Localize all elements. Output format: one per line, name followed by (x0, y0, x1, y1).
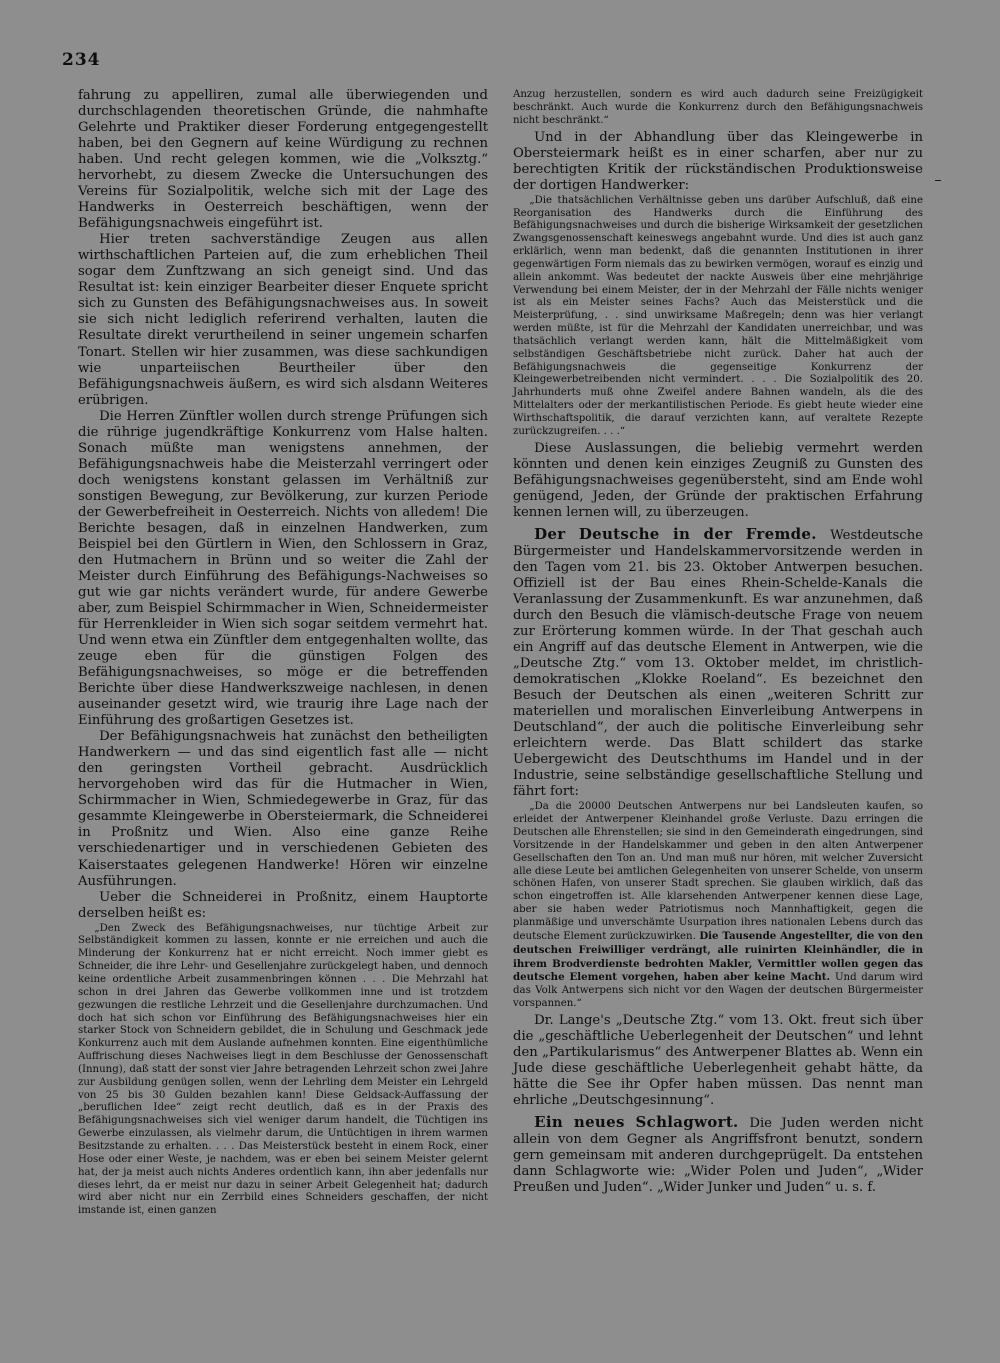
paragraph: Ueber die Schneiderei in Proßnitz, einem Hauptorte derselben heißt es: (78, 889, 488, 921)
quote-bold-text: Die Tausende Angestellter, die von den deutschen Freiwilliger verdrängt, alle ruinirten Kleinhändler, die in ihrem Brodverdienste bedrohten Makler, Vermittler wollen gegen das deutsche Element vorgehen, haben aber keine Macht. (513, 929, 923, 984)
block-quote: „Den Zweck des Befähigungsnachweises, nur tüchtige Arbeit zur Selbständigkeit kommen zu lassen, konnte er nie erreichen und auch die Minderung der Konkurrenz hat er nicht erreicht. Noch immer giebt es Schneider, die ihre Lehr- und Gesellenjahre zurückgelegt haben, und dennoch keine ordentliche Arbeit zusammenbringen können . . . Die Mehrzahl hat schon in drei Jahren das Gewerbe vollkommen inne und ist trotzdem gezwungen die restliche Lehrzeit und die Gesellenjahre durchzumachen. Und doch hat sich schon vor Einführung des Befähigungsnachweises hier ein starker Stock von Schneidern gebildet, die in Schulung und Geschmack jede Konkurrenz auch mit dem Auslande aufnehmen konnten. Eine eigenthümliche Auffrischung dieses Nachweises liegt in dem Beschlusse der Genossenschaft (Innung), daß statt der sonst vier Jahre betragenden Lehrzeit schon zwei Jahre zur Ausbildung genügen sollen, wenn der Lehrling dem Meister ein Lehrgeld von 25 bis 30 Gulden bezahlen kann! Diese Geldsack-Auffassung der „beruflichen Idee“ zeigt recht deutlich, daß es in der Praxis des Befähigungsnachweises sich viel weniger darum handelt, die Tüchtigen ins Gewerbe einzulassen, als vielmehr darum, die Untüchtigen in ihrem warmen Besitzstande zu erhalten. . . . Das Meisterstück besteht in einem Rock, einer Hose oder einer Weste, je nachdem, was er eben bei seinem Meister gelernt hat, der ja meist auch nichts Anderes ordentlich kann, ihn aber jedenfalls nur dieses lehrt, da er meist nur dazu in seiner Arbeit Gelegenheit hat; dadurch wird aber nicht nur ein Zerrbild eines Schneiders geschaffen, der nicht imstande ist, einen ganzen (78, 922, 488, 1217)
article-section (513, 525, 923, 801)
paragraph: Die Juden werden nicht allein von dem Gegner als Angriffsfront benutzt, sondern gern gemeinsam mit anderen durchgeprügelt. Da entstehen dann Schlagworte wie: „Wider Polen und Juden“, „Wider Preußen und Juden“. „Wider Junker und Juden“ u. s. f. (513, 1116, 923, 1196)
block-quote: „Die thatsächlichen Verhältnisse geben uns darüber Aufschluß, daß eine Reorganisation des Handwerks durch die Einführung des Befähigungsnachweises und durch die bisherige Wirksamkeit der gesetzlichen Zwangsgenossenschaft keineswegs angebahnt wurde. Und dies ist auch ganz erklärlich, wenn man bedenkt, daß die genannten Institutionen in ihrer gegenwärtigen Form niemals das zu bewirken vermögen, worauf es einzig und allein ankommt. Was bedeutet der nackte Ausweis über eine mehrjährige Verwendung bei einem Meister, der in der Mehrzahl der Fälle nichts weniger ist als ein Meister seines Fachs? Auch das Meisterstück und die Meisterprüfung, . . sind unwirksame Maßregeln; denn was hier verlangt werden müßte, ist für die Mehrzahl der Kandidaten unerreichbar, und was thatsächlich verlangt werden kann, hält die Mittelmäßigkeit vom selbständigen Geschäftsbetriebe nicht zurück. Daher hat auch der Befähigungsnachweis die gegenseitige Konkurrenz der Kleingewerbetreibenden nicht vermindert. . . . Die Sozialpolitik des 20. Jahrhunderts muß ohne Zweifel andere Bahnen wandeln, als die des Mittelalters oder der merkantilistischen Periode. Es giebt heute wieder eine Wirthschaftspolitik, die darauf verzichten kann, auf veraltete Rezepte zurückzugreifen. . . .“ (513, 194, 923, 437)
paragraph: Die Herren Zünftler wollen durch strenge Prüfungen sich die rührige jugendkräftige Konkurrenz vom Halse halten. Sonach müßte man wenigstens annehmen, der Befähigungsnachweis habe die Meisterzahl verringert oder doch wenigstens konstant gelassen im Verhältniß zur sonstigen Bewegung, zur Bevölkerung, zur kurzen Periode der Gewerbefreiheit in Oesterreich. Nichts von alledem! Die Berichte besagen, daß in einzelnen Handwerken, zum Beispiel bei den Gürtlern in Wien, den Schlossern in Graz, den Hutmachern in Brünn und so weiter die Zahl der Meister durch Einführung des Befähigungs-Nachweises so gut wie gar nichts verändert wurde, für andere Gewerbe aber, zum Beispiel Schirmmacher in Wien, Schneidermeister für Herrenkleider in Wien sich sogar seitdem vermehrt hat. Und wenn etwa ein Zünftler dem entgegenhalten wollte, das zeuge eben für die günstigen Folgen des Befähigungsnachweises, so möge er die betreffenden Berichte über diese Handwerkszweige nachlesen, in denen auseinander gesetzt wird, wie traurig ihre Lage nach der Einführung des großartigen Gesetzes ist. (78, 408, 488, 729)
paragraph: Der Befähigungsnachweis hat zunächst den betheiligten Handwerkern — und das sind eigentlich fast alle — nicht den geringsten Vortheil gebracht. Ausdrücklich hervorgehoben wird das für die Hutmacher in Wien, Schirmmacher in Wien, Schmiedegewerbe in Graz, für das gesammte Kleingewerbe in Obersteiermark, die Schneiderei in Proßnitz und Wien. Also eine ganze Reihe verschiedenartiger und in verschiedenen Gebieten des Kaiserstaates gelegenen Handwerke! Hören wir einzelne Ausführungen. (78, 729, 488, 889)
paragraph: Westdeutsche Bürgermeister und Handelskammervorsitzende werden in den Tagen vom 21. bis 23. Oktober Antwerpen besuchen. Offiziell ist der Bau eines Rhein-Schelde-Kanals die Veranlassung der Zusammenkunft. Es war anzunehmen, daß durch den Besuch die vlämisch-deutsche Frage von neuem zur Erörterung kommen würde. In der That geschah auch ein Angriff auf das deutsche Element in Antwerpen, wie die „Deutsche Ztg.“ vom 13. Oktober meldet, im christlich-demokratischen „Klokke Roeland“. Es bezeichnet den Besuch der Deutschen als einen „weiteren Schritt zur materiellen und moralischen Einverleibung Antwerpens in Deutschland“, der auch die politische Einverleibung sehr erleichtern werde. Das Blatt schildert das starke Uebergewicht des Deutschthums im Handel und in der Industrie, seine selbständige gesellschaftliche Stellung und fährt fort: (513, 527, 923, 800)
article-section (513, 1113, 923, 1196)
paragraph: fahrung zu appelliren, zumal alle überwiegenden und durchschlagenden theoretischen Gründe, die nahmhafte Gelehrte und Praktiker dieser Forderung entgegengestellt haben, bei den Gegnern auf keine Würdigung zu rechnen haben. Und recht gelegen kommen, wie die „Volksztg.“ hervorhebt, zu diesem Zwecke die Untersuchungen des Vereins für Sozialpolitik, welche sich mit der Lage des Handwerks in Oesterreich beschäftigen, wenn der Befähigungsnachweis eingeführt ist. (78, 88, 488, 232)
right-column (513, 88, 923, 1196)
quote-text: „Da die 20000 Deutschen Antwerpens nur bei Landsleuten kaufen, so erleidet der Antwerpener Kleinhandel große Verluste. Dazu erringen die Deutschen alle Ehrenstellen; sie sind in den Gemeinderath eingedrungen, sind Vorsitzende in der Handelskammer und geben in den alten Antwerpener Gesellschaften den Ton an. Und man muß nur hören, mit welcher Zuversicht alle diese Leute bei amtlichen Gelegenheiten von unserer Schelde, von unserm schönen Hafen, von unserer Stadt sprechen. Sie glauben wirklich, daß das schon eingetroffen ist. Alle klarsehenden Antwerpener kennen diese Lage, aber sie haben weder Patriotismus noch Mannhaftigkeit, gegen die planmäßige und unverschämte Usurpation ihres nationalen Lebens durch das deutsche Element zurückzuwirken. (513, 801, 923, 942)
block-quote-continued: Anzug herzustellen, sondern es wird auch dadurch seine Freizügigkeit beschränkt. Auch wurde die Konkurrenz durch den Befähigungsnachweis nicht beschränkt.“ (513, 89, 923, 126)
section-heading: Ein neues Schlagwort. (534, 1113, 750, 1132)
block-quote (513, 801, 923, 1011)
left-column (78, 88, 488, 1220)
paragraph: Dr. Lange's „Deutsche Ztg.“ vom 13. Okt. freut sich über die „geschäftliche Ueberlegenheit der Deutschen“ und lehnt den „Partikularismus“ des Antwerpener Blattes ab. Wenn ein Jude diese geschäftliche Ueberlegenheit gehabt hätte, da hätte die See ihr Opfer haben müssen. Das nennt man ehrliche „Deutschgesinnung“. (513, 1012, 923, 1109)
paragraph: Hier treten sachverständige Zeugen aus allen wirthschaftlichen Parteien auf, die zum erheblichen Theil sogar dem Zunftzwang an sich geneigt sind. Und das Resultat ist: kein einziger Bearbeiter dieser Enquete spricht sich zu Gunsten des Befähigungsnachweises aus. In soweit sie sich nicht lediglich referirend verhalten, lauten die Resultate direkt verurtheilend in seiner ungemein scharfen Tonart. Stellen wir hier zusammen, was diese sachkundigen wie unparteiischen Beurtheiler über den Befähigungsnachweis äußern, es wird sich alsdann Weiteres erübrigen. (78, 232, 488, 408)
quote-text: Und darum wird das Volk Antwerpens sich nicht vor den Wagen der deutschen Bürgermeister vorspannen.“ (513, 972, 923, 1010)
margin-mark (935, 180, 941, 181)
section-heading: Der Deutsche in der Fremde. (534, 524, 831, 543)
paragraph: Diese Auslassungen, die beliebig vermehrt werden könnten und denen kein einziges Zeugniß zu Gunsten des Befähigungsnachweises gegenübersteht, sind am Ende wohl genügend, Jeden, der Gründe der praktischen Erfahrung kennen lernen will, zu überzeugen. (513, 440, 923, 520)
paragraph: Und in der Abhandlung über das Kleingewerbe in Obersteiermark heißt es in einer scharfen, aber nur zu berechtigten Kritik der rückständischen Produktionsweise der dortigen Handwerker: (513, 129, 923, 193)
page-number: 234 (62, 50, 101, 70)
